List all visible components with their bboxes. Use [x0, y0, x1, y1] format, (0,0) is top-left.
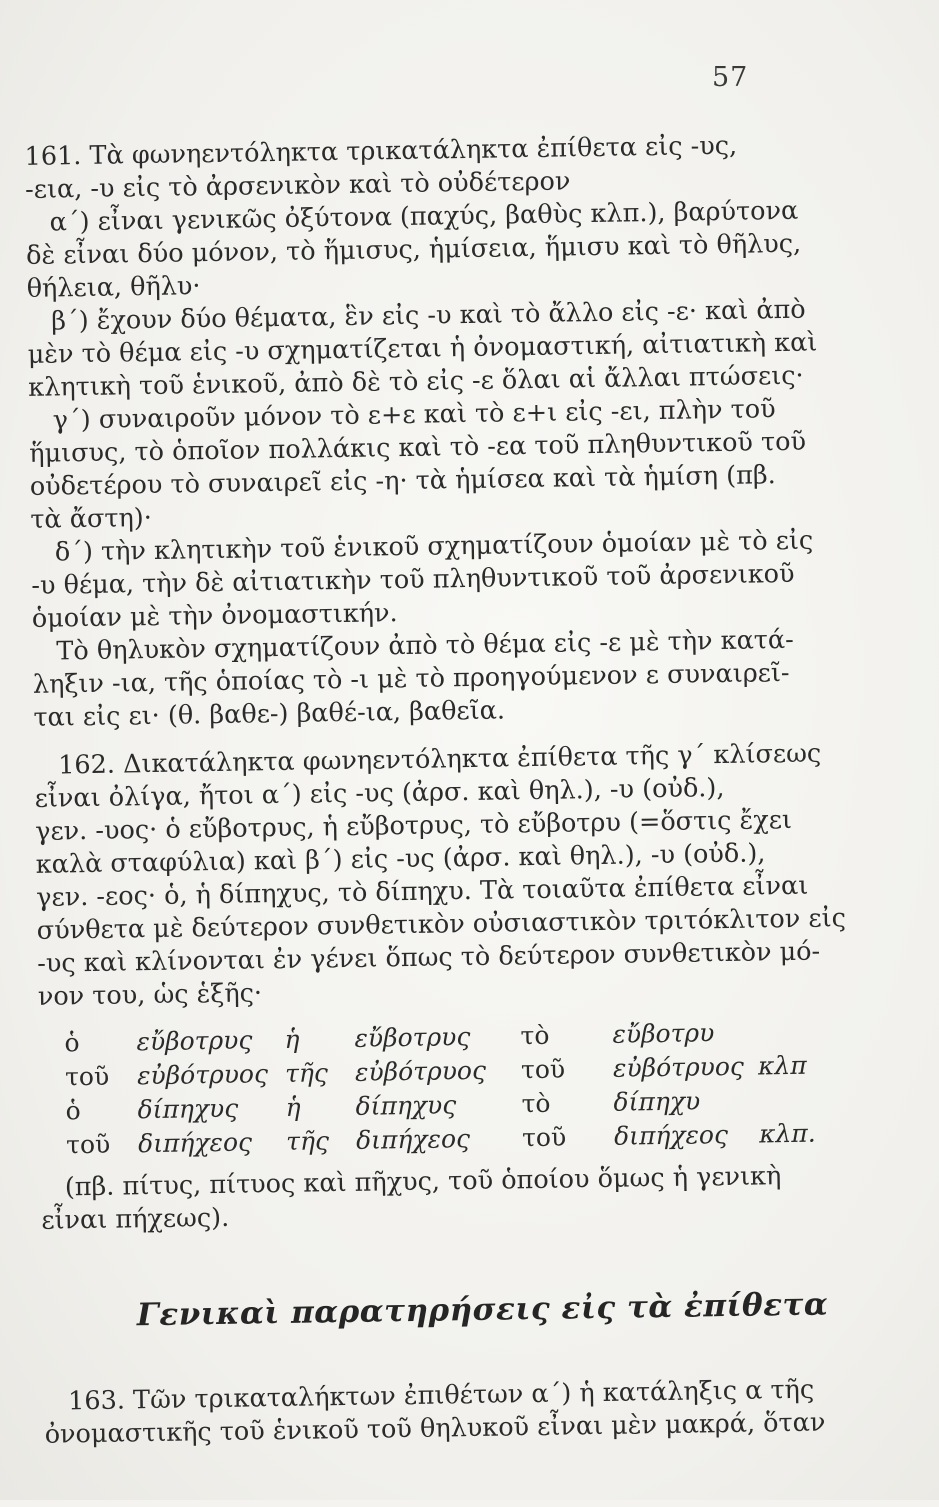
article-cell: ὁ — [64, 1028, 80, 1058]
form-cell: διπήχεος — [613, 1119, 729, 1151]
form-cell: εὐβότρυος — [612, 1051, 745, 1083]
article-cell: τὸ — [521, 1088, 551, 1119]
text-line: -εια, -υ εἰς τὸ ἀρσενικὸν καὶ τὸ οὐδέτερον — [24, 166, 571, 205]
text-line: ἥμισυς, τὸ ὁποῖον πολλάκις καὶ τὸ -εα τοῦ πληθυντικοῦ τοῦ — [29, 426, 807, 469]
form-cell: δίπηχυ — [613, 1086, 701, 1117]
section-heading: Γενικαὶ παρατηρήσεις εἰς τὰ ἐπίθετα — [136, 1286, 829, 1334]
text-line: Τὸ θηλυκὸν σχηματίζουν ἀπὸ τὸ θέμα εἰς -ε μὲ τὴν κατά- — [56, 624, 794, 667]
form-cell: δίπηχυς — [137, 1093, 239, 1125]
text-line: καλὰ σταφύλια) καὶ β΄) εἰς -υς (ἀρσ. καὶ θηλ.), -υ (οὐδ.), — [35, 838, 766, 880]
form-cell: εὔβοτρυς — [136, 1025, 253, 1057]
article-cell: ἡ — [285, 1092, 301, 1122]
text-line: γεν. -εος· ὁ, ἡ δίπηχυς, τὸ δίπηχυ. Τὰ τοιαῦτα ἐπίθετα εἶναι — [36, 870, 809, 913]
form-cell: εὔβοτρυς — [354, 1022, 471, 1053]
form-cell: εὐβότρυος — [354, 1055, 487, 1087]
etc-cell: κλπ. — [758, 1118, 816, 1149]
text-line: σύνθετα μὲ δεύτερον συνθετικὸν οὐσιαστικὸν τριτόκλιτον εἰς — [36, 903, 847, 946]
text-line: 161. Τὰ φωνηεντόληκτα τρικατάληκτα ἐπίθετα εἰς -υς, — [24, 130, 738, 172]
form-cell: εὐβότρυος — [136, 1059, 269, 1091]
text-line: β΄) ἔχουν δύο θέματα, ἓν εἰς -υ καὶ τὸ ἄλλο εἰς -ε· καὶ ἀπὸ — [50, 294, 806, 337]
text-line: γ΄) συναιροῦν μόνον τὸ ε+ε καὶ τὸ ε+ι εἰς -ει, πλὴν τοῦ — [52, 394, 776, 436]
text-line: 162. Δικατάληκτα φωνηεντόληκτα ἐπίθετα τῆς γ΄ κλίσεως — [57, 738, 822, 781]
text-line: 163. Τῶν τρικαταλήκτων ἐπιθέτων α΄) ἡ κατάληξις α τῆς — [67, 1374, 815, 1417]
form-cell: διπήχεος — [355, 1124, 471, 1155]
article-cell: τοῦ — [520, 1054, 566, 1085]
text-line: κλητικὴ τοῦ ἑνικοῦ, ἀπὸ δὲ τὸ εἰς -ε ὅλαι αἱ ἄλλαι πτώσεις· — [28, 360, 804, 403]
text-line: οὐδετέρου τὸ συναιρεῖ εἰς -η· τὰ ἡμίσεα καὶ τὰ ἡμίση (πβ. — [29, 460, 776, 502]
text-line: νον του, ὡς ἑξῆς· — [37, 978, 263, 1012]
text-line: γεν. -υος· ὁ εὔβοτρυς, ἡ εὔβοτρυς, τὸ εὔβοτρυ (=ὅστις ἔχει — [34, 804, 793, 847]
etc-cell: κλπ — [757, 1050, 807, 1081]
article-cell: τῆς — [285, 1126, 330, 1156]
article-cell: τὸ — [520, 1020, 550, 1051]
text-line: α΄) εἶναι γενικῶς ὀξύτονα (παχύς, βαθὺς κλπ.), βαρύτονα — [49, 195, 799, 238]
text-line: δ΄) τὴν κλητικὴν τοῦ ἑνικοῦ σχηματίζουν ὁμοίαν μὲ τὸ εἰς — [54, 525, 814, 568]
form-cell: δίπηχυς — [355, 1090, 457, 1121]
text-line: ληξιν -ια, τῆς ὁποίας τὸ -ι μὲ τὸ προηγούμενον ε συναιρεῖ- — [32, 657, 790, 700]
text-line: θήλεια, θῆλυ· — [26, 271, 201, 304]
text-line: ται εἰς ει· (θ. βαθε-) βαθέ-ια, βαθεῖα. — [33, 695, 506, 733]
article-cell: τοῦ — [64, 1061, 110, 1092]
text-line: ὁμοίαν μὲ τὴν ὀνομαστικήν. — [31, 598, 398, 634]
text-line: -υς καὶ κλίνονται ἐν γένει ὅπως τὸ δεύτερον συνθετικὸν μό- — [37, 936, 821, 979]
text-line: μὲν τὸ θέμα εἰς -υ σχηματίζεται ἡ ὀνομαστική, αἰτιατικὴ καὶ — [27, 327, 818, 370]
article-cell: ἡ — [284, 1024, 300, 1054]
text-line: τὰ ἄστη)· — [30, 502, 153, 535]
article-cell: τῆς — [284, 1058, 329, 1088]
form-cell: διπήχεος — [137, 1127, 253, 1159]
text-line: ὀνομαστικῆς τοῦ ἑνικοῦ τοῦ θηλυκοῦ εἶναι μὲν μακρά, ὅταν — [44, 1407, 826, 1450]
text-line: εἶναι πήχεως). — [41, 1202, 230, 1236]
text-line: δὲ εἶναι δύο μόνον, τὸ ἥμισυς, ἡμίσεια, ἥμισυ καὶ τὸ θῆλυς, — [25, 228, 802, 271]
text-line: (πβ. πίτυς, πίτυος καὶ πῆχυς, τοῦ ὁποίου ὅμως ἡ γενικὴ — [64, 1161, 782, 1203]
article-cell: τοῦ — [521, 1122, 567, 1153]
article-cell: ὁ — [65, 1096, 81, 1126]
article-cell: τοῦ — [65, 1129, 111, 1160]
text-line: -υ θέμα, τὴν δὲ αἰτιατικὴν τοῦ πληθυντικοῦ τοῦ ἀρσενικοῦ — [31, 558, 795, 601]
text-line: εἶναι ὀλίγα, ἤτοι α΄) εἰς -υς (ἀρσ. καὶ θηλ.), -υ (οὐδ.), — [34, 773, 725, 814]
form-cell: εὔβοτρυ — [612, 1018, 715, 1049]
page-number: 57 — [712, 62, 749, 93]
